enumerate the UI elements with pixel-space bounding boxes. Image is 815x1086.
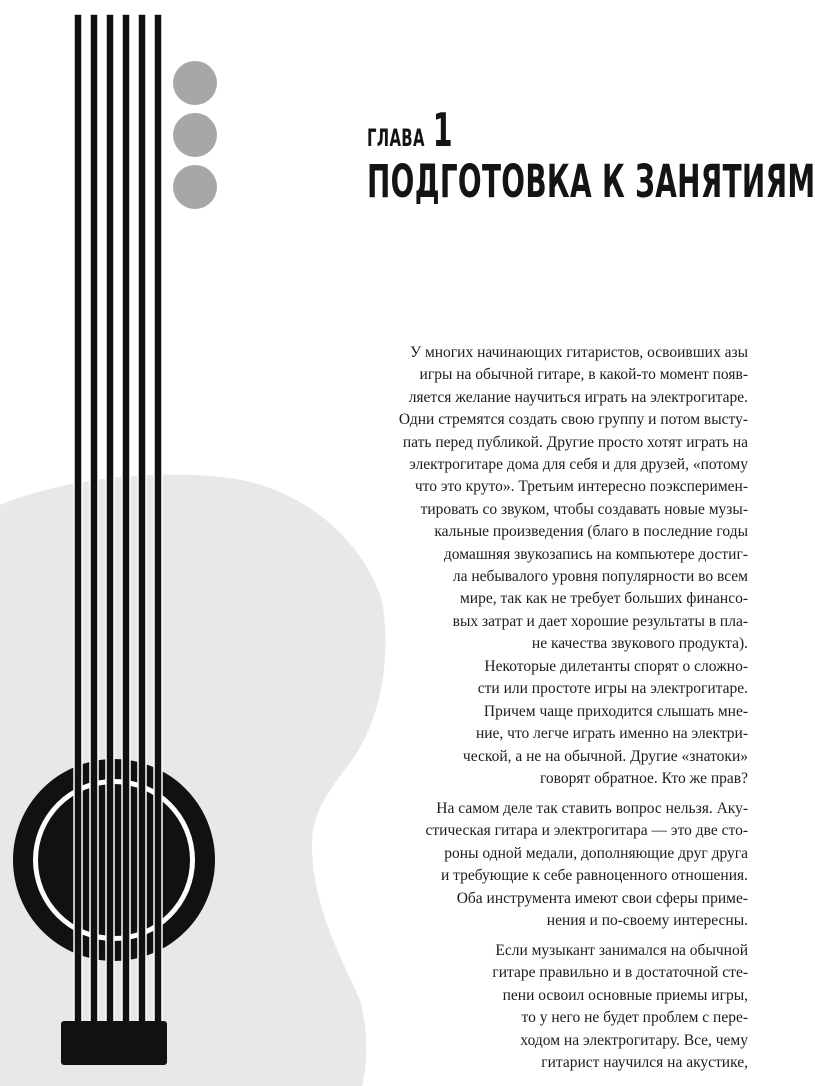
guitar-string (90, 14, 98, 1024)
text-line: Некоторые дилетанты спорят о сложно- (484, 658, 748, 675)
text-line: ходом на электрогитару. Все, чему (520, 1031, 748, 1049)
text-line: сти или простоте игры на электрогитаре. (477, 680, 748, 698)
fretboard-dot (173, 61, 217, 105)
text-line: Одни стремятся создать свою группу и потом высту- (398, 411, 748, 429)
text-line: что это круто». Третьим интересно поэксперимен- (414, 478, 748, 496)
chapter-heading (367, 104, 815, 208)
text-line: пать перед публикой. Другие просто хотят играть на (402, 433, 748, 451)
guitar-string (122, 14, 130, 1024)
text-line: мире, так как не требует больших финансо- (459, 590, 748, 608)
text-line: пени освоил основные приемы игры, (502, 986, 748, 1004)
guitar-string (138, 14, 146, 1024)
guitar-string (154, 14, 162, 1024)
text-line: кальные произведения (благо в последние годы (434, 523, 748, 541)
text-line: У многих начинающих гитаристов, освоивших азы (410, 344, 748, 361)
text-line: стическая гитара и электрогитара — это две сто- (425, 822, 748, 840)
text-line: тировать со звуком, чтобы создавать новые музы- (420, 500, 748, 518)
text-line: На самом деле так ставить вопрос нельзя. Аку- (436, 800, 748, 817)
chapter-label (367, 104, 815, 156)
chapter-number: 1 (432, 103, 453, 157)
paragraph (492, 940, 748, 1074)
fretboard-dots (173, 61, 217, 209)
paragraph (426, 798, 748, 932)
text-line: электрогитаре дома для себя и для друзей, «потому (409, 456, 748, 474)
text-line: и требующие к себе равноценного отношения. (440, 867, 748, 885)
text-line: домашняя звукозапись на компьютере достиг- (443, 545, 748, 563)
text-line: ла небывалого уровня популярности во всем (452, 568, 748, 586)
text-line: игры на обычной гитаре, в какой-то момент появ- (419, 366, 748, 384)
text-line: гитарист научился на акустике, (541, 1054, 748, 1072)
text-line: не качества звукового продукта). (531, 635, 748, 653)
text-line: ляется желание научиться играть на электрогитаре. (408, 388, 748, 406)
text-line: Причем чаще приходится слышать мне- (483, 702, 748, 720)
text-line: Оба инструмента имеют свои сферы приме- (456, 889, 748, 907)
text-line: ческой, а не на обычной. Другие «знатоки» (462, 747, 748, 765)
guitar-string (74, 14, 82, 1024)
fretboard-dot (173, 165, 217, 209)
guitar-string (106, 14, 114, 1024)
text-line: ние, что легче играть именно на электри- (475, 725, 748, 743)
text-line: нения и по-своему интересны. (546, 912, 748, 930)
chapter-word: ГЛАВА (367, 124, 425, 152)
text-line: то у него не будет проблем с пере- (521, 1009, 748, 1027)
text-line: говорят обратное. Кто же прав? (539, 770, 748, 788)
text-line: роны одной медали, дополняющие друг друга (444, 844, 748, 862)
guitar-bridge (61, 1021, 167, 1065)
text-line: гитаре правильно и в достаточной сте- (492, 964, 748, 982)
text-line: вых затрат и дает хорошие результаты в пла- (452, 612, 748, 630)
fretboard-dot (173, 113, 217, 157)
paragraph (399, 342, 748, 656)
paragraph (463, 656, 748, 790)
chapter-title: ПОДГОТОВКА К ЗАНЯТИЯМ (367, 155, 815, 208)
text-line: Если музыкант занимался на обычной (495, 942, 748, 959)
